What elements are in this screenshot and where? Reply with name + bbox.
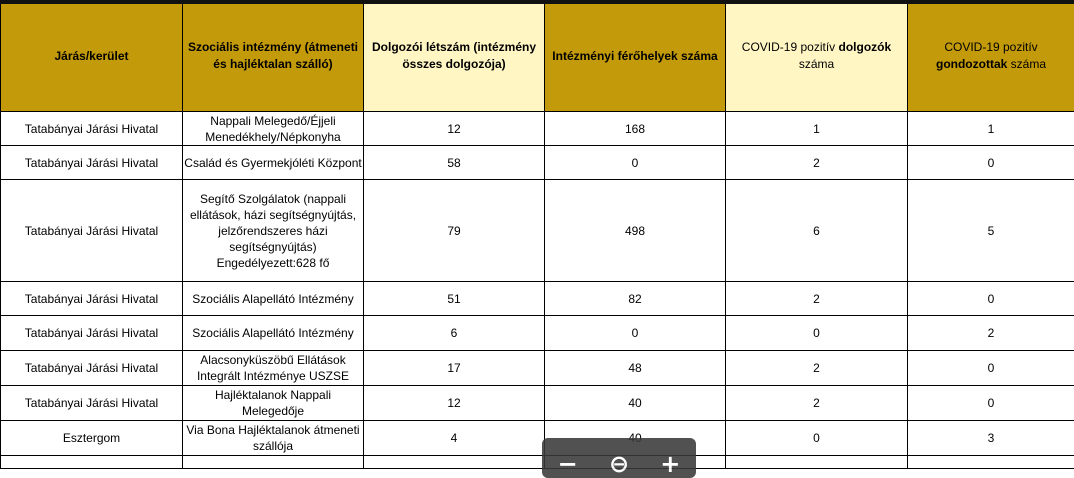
- cell-district: Tatabányai Járási Hivatal: [1, 386, 183, 421]
- table-row: [1, 282, 1074, 316]
- cell-covid-cared: 3: [908, 421, 1074, 456]
- table-row: [1, 112, 1074, 146]
- cell-district: Tatabányai Járási Hivatal: [1, 316, 183, 351]
- cell-places: 0: [545, 316, 726, 351]
- header-places: Intézményi férőhelyek száma: [545, 1, 726, 112]
- cell-institution: Család és Gyermekjóléti Központ: [183, 146, 364, 180]
- cell-staff: 12: [364, 112, 545, 146]
- header-covid-cared-bold: gondozottak: [936, 57, 1007, 71]
- cell-covid-staff: 2: [726, 351, 908, 386]
- table-row: [1, 316, 1074, 351]
- cell-district: Tatabányai Járási Hivatal: [1, 282, 183, 316]
- cell-empty: [908, 456, 1074, 469]
- header-covid-cared-post: száma: [1011, 57, 1046, 71]
- cell-institution: Nappali Melegedő/Éjjeli Menedékhely/Népkonyha: [183, 112, 364, 146]
- cell-covid-cared: 2: [908, 316, 1074, 351]
- zoom-toolbar: [542, 438, 696, 478]
- cell-district: Tatabányai Járási Hivatal: [1, 351, 183, 386]
- cell-covid-cared: 0: [908, 351, 1074, 386]
- cell-district: Tatabányai Járási Hivatal: [1, 112, 183, 146]
- cell-places: 48: [545, 351, 726, 386]
- cell-covid-staff: 6: [726, 180, 908, 282]
- header-covid-staff-pre: COVID-19 pozitív: [742, 40, 835, 54]
- header-covid-cared-pre: COVID-19 pozitív: [944, 40, 1037, 54]
- cell-covid-staff: 2: [726, 282, 908, 316]
- zoom-reset-button[interactable]: ⊖: [609, 452, 629, 476]
- cell-covid-staff: 2: [726, 386, 908, 421]
- header-row: [1, 1, 1074, 112]
- cell-covid-cared: 0: [908, 282, 1074, 316]
- cell-empty: [726, 456, 908, 469]
- cell-places: 0: [545, 146, 726, 180]
- cell-staff: 12: [364, 386, 545, 421]
- cell-district: Esztergom: [1, 421, 183, 456]
- cell-staff: 17: [364, 351, 545, 386]
- cell-places: 168: [545, 112, 726, 146]
- cell-institution: Segítő Szolgálatok (nappali ellátások, házi segítségnyújtás, jelzőrendszeres házi segítségnyújtás) Engedélyezett:628 fő: [183, 180, 364, 282]
- cell-places: 82: [545, 282, 726, 316]
- cell-staff: 6: [364, 316, 545, 351]
- table-row: [1, 421, 1074, 456]
- table-row-partial: [1, 456, 1074, 469]
- table-row: [1, 146, 1074, 180]
- cell-institution: Alacsonyküszöbű Ellátások Integrált Intézménye USZSE: [183, 351, 364, 386]
- cell-staff: 51: [364, 282, 545, 316]
- zoom-out-button[interactable]: −: [558, 452, 578, 476]
- table-row: [1, 180, 1074, 282]
- header-covid-staff-bold: dolgozók: [839, 40, 892, 54]
- header-staff: Dolgozói létszám (intézmény összes dolgozója): [364, 1, 545, 112]
- cell-institution: Via Bona Hajléktalanok átmeneti szállója: [183, 421, 364, 456]
- cell-institution: Hajléktalanok Nappali Melegedője: [183, 386, 364, 421]
- cell-covid-staff: 2: [726, 146, 908, 180]
- cell-staff: 4: [364, 421, 545, 456]
- top-border-strip: [0, 0, 1074, 4]
- cell-covid-staff: 1: [726, 112, 908, 146]
- header-covid-staff: [726, 1, 908, 112]
- cell-empty: [364, 456, 545, 469]
- cell-staff: 58: [364, 146, 545, 180]
- cell-covid-cared: 0: [908, 146, 1074, 180]
- cell-staff: 79: [364, 180, 545, 282]
- cell-places: 40: [545, 386, 726, 421]
- cell-covid-cared: 5: [908, 180, 1074, 282]
- cell-covid-cared: 1: [908, 112, 1074, 146]
- table-row: [1, 386, 1074, 421]
- cell-district: Tatabányai Járási Hivatal: [1, 180, 183, 282]
- header-covid-cared: [908, 1, 1074, 112]
- cell-empty: [183, 456, 364, 469]
- table-row: [1, 351, 1074, 386]
- cell-covid-staff: 0: [726, 316, 908, 351]
- cell-covid-staff: 0: [726, 421, 908, 456]
- header-institution: Szociális intézmény (átmeneti és hajléktalan szálló): [183, 1, 364, 112]
- zoom-in-button[interactable]: +: [660, 452, 680, 476]
- cell-places: 498: [545, 180, 726, 282]
- cell-covid-cared: 0: [908, 386, 1074, 421]
- header-district: Járás/kerület: [1, 1, 183, 112]
- header-covid-staff-post: száma: [799, 57, 834, 71]
- cell-empty: [1, 456, 183, 469]
- cell-institution: Szociális Alapellátó Intézmény: [183, 316, 364, 351]
- cell-district: Tatabányai Járási Hivatal: [1, 146, 183, 180]
- cell-institution: Szociális Alapellátó Intézmény: [183, 282, 364, 316]
